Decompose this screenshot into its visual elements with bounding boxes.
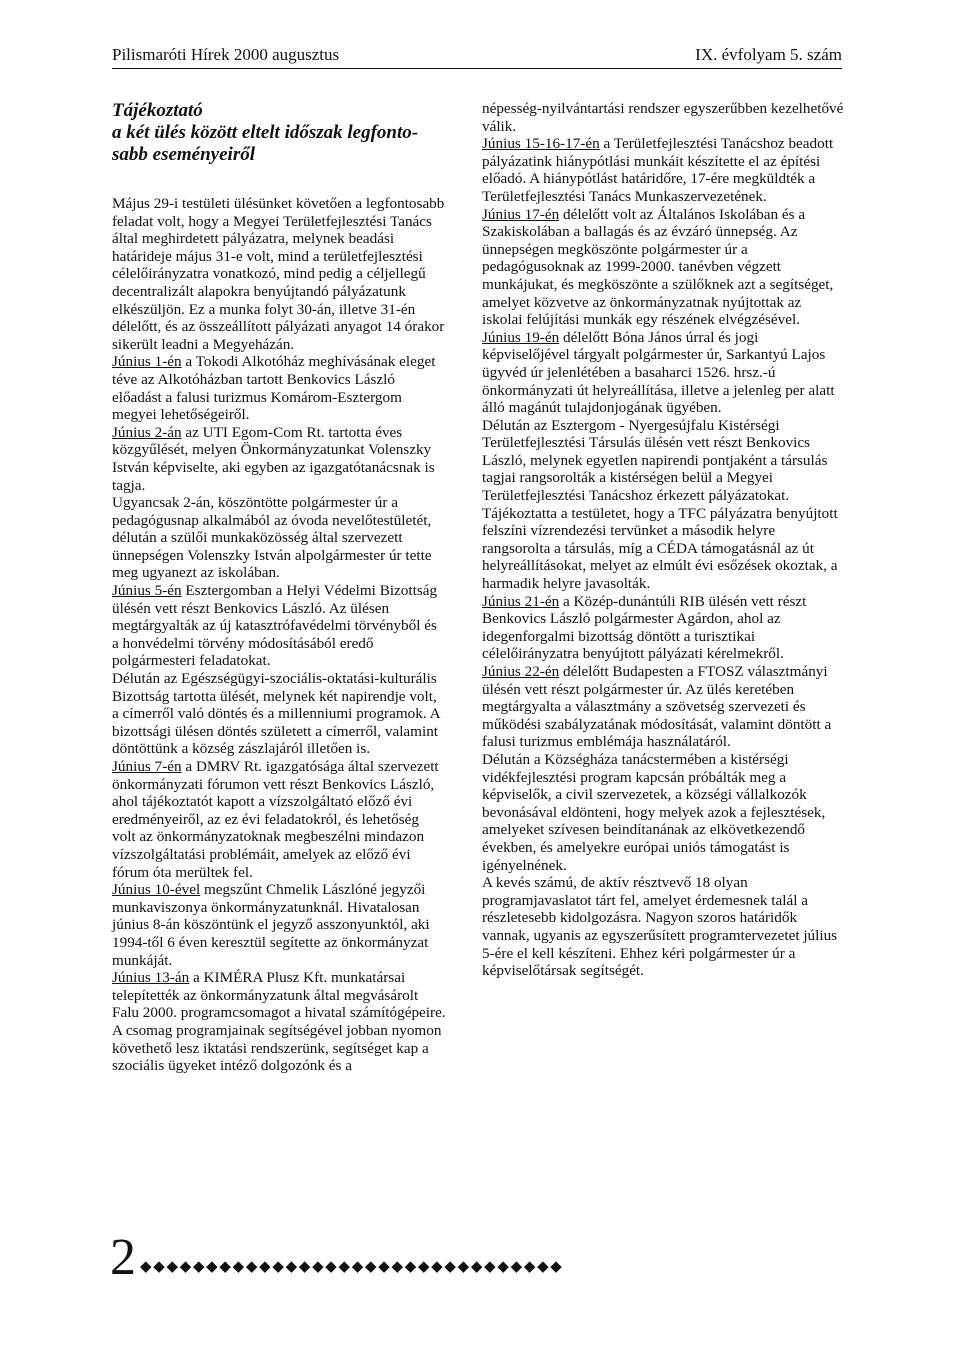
paragraph [112,195,446,353]
paragraph [112,353,446,423]
article-title-line: Tájékoztató [112,100,203,121]
paragraph-text: népesség-nyilvántartási rendszer egyszerűbben kezelhetővé válik. [482,100,844,135]
paragraph-text: a Tokodi Alkotóház meghívásának eleget téve az Alkotóházban tartott Benkovics László előadást a falusi turizmus Komárom-Esztergom megyei lehetőségeiről. [112,353,436,424]
paragraph-text: A kevés számú, de aktív résztvevő 18 olyan programjavaslatot tárt fel, amelyet érdemesnek talál a részletesebb kidolgozásra. Nagyon szoros határidők vannak, ugyanis az egyszerűsített programtervezetet július 5-ére el kell készíteni. Ehhez kéri polgármester úr a képviselőtársak segítségét. [482,874,838,980]
paragraph-text: Május 29-i testületi ülésünket követően a legfontosabb feladat volt, hogy a Megyei Területfejlesztési Tanács által meghirdetett pályázatra, melynek beadási határideje május 31-e volt, mind a területfejlesztési célelőirányzatra vonatkozó, mind pedig a céljellegű decentralizált alapokra benyújtandó pályázatunk elkészüljön. Ez a munka folyt 30-án, illetve 31-én délelőtt, és az összeállított pályázati anyagot 14 órakor sikerült leadni a Megyeházán. [112,195,445,353]
paragraph-date: Június 7-én [112,758,182,775]
paragraph-text: Ugyancsak 2-án, köszöntötte polgármester úr a pedagógusnap alkalmából az óvoda nevelőtestületét, délután a szülői munkaközösség által szervezett ünnepségen Volenszky István alpolgármester úr tette meg ugyanezt az iskolában. [112,494,432,582]
paragraph-text: délelőtt Budapesten a FTOSZ választmányi ülésén vett részt polgármester úr. Az ülés keretében megtárgyalta a választmány a szövetség szervezeti és működési szabályzatának módosítását, valamint döntött a falusi turizmus emblémája használatáról. [482,663,832,751]
page-footer [110,1228,850,1288]
diamond-ornament-icon: ◆◆◆◆◆◆◆◆◆◆◆◆◆◆◆◆◆◆◆◆◆◆◆◆◆◆◆◆◆◆◆◆ [140,1257,564,1275]
issue-info: IX. évfolyam 5. szám [695,45,842,64]
paragraph [112,969,446,1075]
paragraph [112,424,446,494]
article-title-line: sabb eseményeiről [112,144,256,165]
paragraph [482,751,844,874]
paragraph-date: Június 21-én [482,592,560,610]
article-title-line: a két ülés között eltelt időszak legfonto- [112,122,419,143]
paragraph-text: délelőtt Bóna János úrral és jogi képviselőjével tárgyalt polgármester úr, Sarkantyú Lajos ügyvéd úr jelenlétében a basaharci 1526. hrsz.-ú önkormányzati út helyreállítása, illetve a jelenleg per alatt álló magánút tulajdonjogának ügyében. [482,328,835,417]
paragraph [482,100,844,135]
right-column [482,100,844,980]
paragraph-text: Esztergomban a Helyi Védelmi Bizottság ülésén vett részt Benkovics László. Az ülésen megtárgyalták az új katasztrófavédelmi törvényből és a honvédelmi törvény módosításából eredő polgármesteri feladatokat. [112,582,438,670]
left-column [112,100,446,1075]
paragraph-text: a Közép-dunántúli RIB ülésén vett részt Benkovics László polgármester Agárdon, ahol az idegenforgalmi bizottság döntött a turisztikai célelőirányzatra benyújtott pályázati kérelmekről. [482,592,807,663]
paragraph-date: Június 10-ével [112,881,201,899]
paragraph [482,663,844,751]
paragraph [482,329,844,417]
paragraph [482,206,844,329]
page-number: 2 [110,1229,136,1286]
paragraph-text: a Területfejlesztési Tanácshoz beadott pályázatink hiánypótlási munkáit készítette el az építési előadó. A hiánypótlást határidőre, 17-ére megküldték a Területfejlesztési Tanács Munkaszervezetének. [482,135,834,205]
paragraph-text: megszűnt Chmelik Lászlóné jegyzői munkaviszonya önkormányzatunknál. Hivatalosan június 8-án köszöntünk el jegyző asszonyunktól, aki 1994-től 6 éven keresztül segítette az önkormányzat munkáját. [112,881,430,969]
paragraph [112,758,446,881]
paragraph [482,593,844,663]
paragraph-date: Június 19-én [482,328,560,346]
paragraph-text: Délután a Községháza tanácstermében a kistérségi vidékfejlesztési program kapcsán próbálták meg a képviselők, a civil szervezetek, a községi vállalkozók bevonásával eldönteni, hogy melyek azok a fejlesztések, amelyeket szívesen beindítanának az elkövetkezendő években, és amelyekre európai uniós támogatást is igényelnének. [482,750,826,874]
article-title [112,100,446,166]
publication-title: Pilismaróti Hírek 2000 augusztus [112,45,340,64]
paragraph-date: Június 1-én [112,353,182,371]
paragraph [482,874,844,980]
right-paragraphs [482,100,844,980]
paragraph-date: Június 22-én [482,663,560,680]
paragraph-date: Június 2-án [112,423,182,441]
paragraph-text: az UTI Egom-Com Rt. tartotta éves közgyűlését, melyen Önkormányzatunkat Volenszky István képviselte, aki egyben az igazgatótanácsnak is tagja. [112,423,435,494]
paragraph [112,670,446,758]
paragraph-date: Június 17-én [482,205,560,223]
paragraph [112,881,446,969]
paragraph [112,582,446,670]
paragraph [482,135,844,205]
paragraph-text: délelőtt volt az Általános Iskolában és a Szakiskolában a ballagás és az évzáró ünnepség. Az ünnepségen megköszönte polgármester úr a pedagógusoknak az 1999-2000. tanévben végzett munkájukat, és megköszönte a szülőknek azt a segítséget, amelyet közvetve az önkormányzatnak nyújtottak az iskolai felújítási munkák egy részének elvégzésével. [482,205,834,329]
paragraph-text: Délután az Egészségügyi-szociális-oktatási-kulturális Bizottság tartotta ülését, melynek két napirendje volt, a címerről való döntés és a millenniumi programok. A bizottsági ülésen döntés született a címerről, valamint döntöttünk a község zászlajáról illetően is. [112,670,440,758]
paragraph-text: a DMRV Rt. igazgatósága által szervezett önkormányzati fórumon vett részt Benkovics László, ahol tájékoztatót kapott a vízszolgáltató előző évi eredményeiről, az ez évi feladatokról, és lehetőség volt az önkormányzatoknak megbeszélni mindazon vízszolgáltatási problémáit, amelyek az előző évi fórum óta merültek fel. [112,758,439,881]
paragraph-date: Június 13-án [112,969,190,987]
paragraph [112,494,446,582]
page-header [112,44,842,69]
left-paragraphs [112,195,446,1075]
paragraph-text: Délután az Esztergom - Nyergesújfalu Kistérségi Területfejlesztési Társulás ülésén vett részt Benkovics László, melynek egyetlen napirendi pontjaként a társulás tagjai rangsorolták a kistérségen belül a Megyei Területfejlesztési Tanácshoz érkezett pályázatokat. Tájékoztatta a testületet, hogy a TFC pályázatra benyújtott felszíni vízrendezési tervünket a második helyre rangsorolta a társulás, míg a CÉDA támogatásnál az út helyreállításokat, melyet az elmúlt évi esőzések okoztak, a harmadik helyre javasolták. [482,416,838,593]
paragraph [482,417,844,593]
paragraph-text: a KIMÉRA Plusz Kft. munkatársai telepítették az önkormányzatunk által megvásárolt Falu 2000. programcsomagot a hivatal számítógépeire. A csomag programjainak segítségével jobban nyomon követhető lesz iktatási rendszerünk, segítséget kap a szociális ügyeket intéző dolgozónk és a [112,969,446,1075]
paragraph-date: Június 5-én [112,582,182,600]
paragraph-date: Június 15-16-17-én [482,135,600,153]
